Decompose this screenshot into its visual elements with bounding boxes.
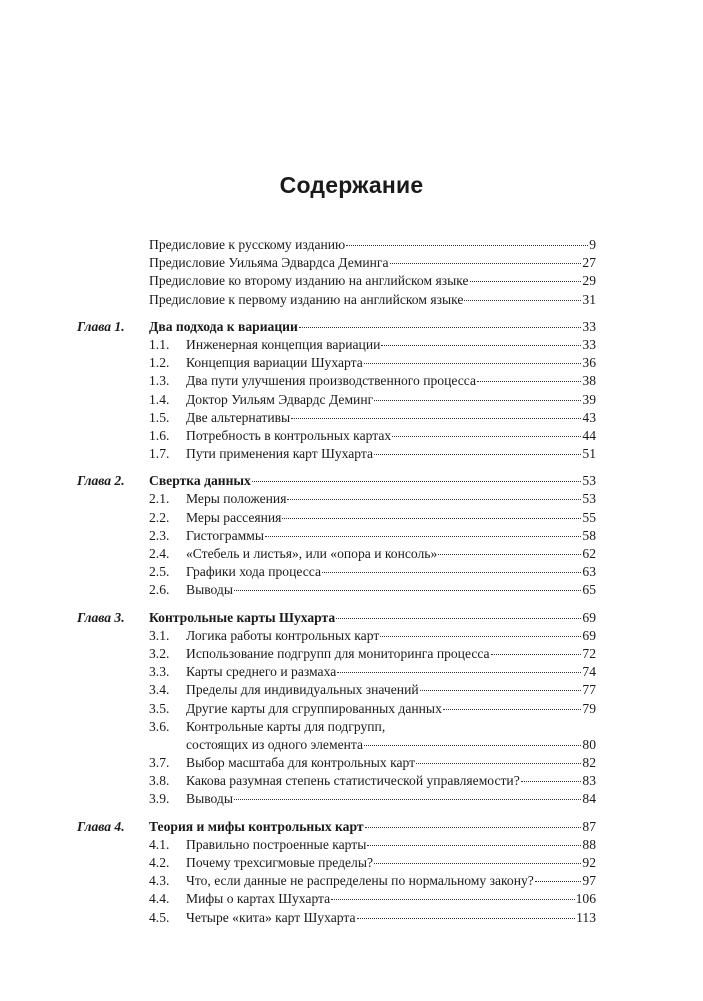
dot-leader <box>470 281 582 282</box>
entry-title: Графики хода процесса <box>186 564 322 580</box>
chapter-label: Глава 2. <box>77 473 125 489</box>
toc-intro-entry[interactable] <box>0 272 703 290</box>
dot-leader <box>364 363 582 364</box>
dot-leader <box>346 245 588 246</box>
entry-page: 62 <box>582 546 596 561</box>
section-number: 2.5. <box>149 564 170 580</box>
toc-section-entry[interactable] <box>0 354 703 372</box>
dot-leader <box>521 781 582 782</box>
toc-section-entry[interactable] <box>0 645 703 663</box>
dot-leader <box>390 263 582 264</box>
entry-page: 36 <box>582 355 596 371</box>
dot-leader <box>365 827 582 828</box>
entry-title: Пределы для индивидуальных значений <box>186 682 419 698</box>
toc-section-entry[interactable] <box>0 754 703 772</box>
entry-title: Доктор Уильям Эдвардс Деминг <box>186 391 374 407</box>
toc-section-entry[interactable] <box>0 336 703 354</box>
dot-leader <box>265 536 581 537</box>
dot-leader <box>374 863 581 864</box>
section-number: 1.6. <box>149 427 170 443</box>
section-number: 4.5. <box>149 909 170 925</box>
entry-page: 79 <box>582 700 596 716</box>
dot-leader <box>322 572 581 573</box>
section-number: 1.7. <box>149 446 170 462</box>
toc-section-entry[interactable] <box>0 545 703 563</box>
entry-page: 80 <box>582 736 596 752</box>
entry-title: Карты среднего и размаха <box>186 664 337 680</box>
toc-intro-entry[interactable] <box>0 254 703 272</box>
entry-title: Предисловие Уильяма Эдвардса Деминга <box>149 255 389 271</box>
toc-section-entry[interactable] <box>0 700 703 718</box>
section-number: 2.4. <box>149 546 170 561</box>
entry-page: 106 <box>575 891 596 907</box>
dot-leader <box>416 763 581 764</box>
entry-title: Инженерная концепция вариации <box>186 336 381 352</box>
toc-section-entry[interactable] <box>0 409 703 427</box>
entry-page: 27 <box>582 255 596 271</box>
entry-page: 77 <box>582 682 596 698</box>
toc-section-entry[interactable] <box>0 790 703 808</box>
toc-section-entry[interactable] <box>0 872 703 890</box>
entry-title: Две альтернативы <box>186 409 291 425</box>
entry-title: Почему трехсигмовые пределы? <box>186 855 374 870</box>
dot-leader <box>491 654 582 655</box>
entry-page: 69 <box>582 609 596 625</box>
toc-intro-entry[interactable] <box>0 236 703 254</box>
chapter-title: Два подхода к вариации <box>149 318 298 334</box>
entry-page: 58 <box>582 527 596 543</box>
section-number: 3.7. <box>149 755 170 771</box>
chapter-title: Теория и мифы контрольных карт <box>149 818 364 834</box>
section-number: 4.4. <box>149 891 170 907</box>
entry-title: Потребность в контрольных картах <box>186 427 392 443</box>
dot-leader <box>299 327 582 328</box>
dot-leader <box>364 745 581 746</box>
chapter-1 <box>0 318 703 464</box>
entry-title: Меры положения <box>186 491 287 507</box>
entry-page: 69 <box>582 627 596 643</box>
chapter-label: Глава 3. <box>77 609 125 625</box>
dot-leader <box>464 300 581 301</box>
entry-page: 84 <box>582 791 596 807</box>
entry-title: Меры рассеяния <box>186 509 282 525</box>
chapter-label: Глава 1. <box>77 318 125 334</box>
entry-title: Выводы <box>186 582 233 598</box>
section-number: 1.1. <box>149 336 170 352</box>
toc-chapter-heading[interactable] <box>0 609 703 627</box>
toc-section-entry[interactable] <box>0 509 703 527</box>
toc-section-entry[interactable] <box>0 854 703 872</box>
dot-leader <box>420 690 582 691</box>
entry-page: 97 <box>582 873 596 889</box>
entry-title: Использование подгрупп для мониторинга процесса <box>186 645 490 661</box>
page-title: Содержание <box>279 172 424 198</box>
chapter-2 <box>0 472 703 599</box>
chapter-label: Глава 4. <box>77 818 125 834</box>
section-number: 2.1. <box>149 491 170 507</box>
section-number: 3.3. <box>149 664 170 680</box>
entry-page: 65 <box>582 582 596 598</box>
entry-page: 29 <box>582 273 596 289</box>
section-number: 3.5. <box>149 700 170 716</box>
section-number: 3.8. <box>149 773 170 789</box>
entry-title: Предисловие к первому изданию на английском языке <box>149 291 464 307</box>
section-number: 2.3. <box>149 527 170 543</box>
dot-leader <box>367 845 581 846</box>
toc-section-entry[interactable] <box>0 490 703 508</box>
chapter-title: Контрольные карты Шухарта <box>149 609 336 625</box>
toc-section-entry[interactable] <box>0 563 703 581</box>
toc-intro-entry[interactable] <box>0 291 703 309</box>
entry-title: Предисловие к русскому изданию <box>149 237 346 252</box>
dot-leader <box>336 618 581 619</box>
toc-section-entry[interactable] <box>0 372 703 390</box>
toc-chapter-heading[interactable] <box>0 472 703 490</box>
entry-page: 44 <box>582 427 596 443</box>
entry-page: 51 <box>582 446 596 462</box>
entry-title: Другие карты для сгруппированных данных <box>186 700 442 716</box>
dot-leader <box>252 481 582 482</box>
entry-title: Какова разумная степень статистической управляемости? <box>186 773 520 789</box>
toc-section-entry[interactable] <box>0 909 703 927</box>
dot-leader <box>477 381 581 382</box>
toc-section-entry[interactable] <box>0 772 703 790</box>
chapter-3 <box>0 609 703 809</box>
section-number: 3.2. <box>149 645 170 661</box>
dot-leader <box>381 345 581 346</box>
entry-page: 82 <box>582 755 596 771</box>
entry-page: 55 <box>582 509 596 525</box>
section-number: 3.1. <box>149 627 170 643</box>
entry-title: Выбор масштаба для контрольных карт <box>186 755 416 771</box>
entry-page: 53 <box>582 491 596 507</box>
section-number: 1.4. <box>149 391 170 407</box>
dot-leader <box>535 881 582 882</box>
entry-page: 39 <box>582 391 596 407</box>
entry-page: 83 <box>582 773 596 789</box>
entry-page: 63 <box>582 564 596 580</box>
entry-title: «Стебель и листья», или «опора и консоль» <box>186 546 438 561</box>
entry-page: 43 <box>582 409 596 425</box>
dot-leader <box>331 899 574 900</box>
chapter-4 <box>0 818 703 927</box>
entry-page: 74 <box>582 664 596 680</box>
section-number: 4.1. <box>149 836 170 852</box>
entry-title: Два пути улучшения производственного процесса <box>186 373 477 389</box>
entry-title-continued: состоящих из одного элемента <box>186 736 364 752</box>
section-number: 4.3. <box>149 873 170 889</box>
section-number: 2.6. <box>149 582 170 598</box>
chapter-title: Свертка данных <box>149 473 251 489</box>
entry-title: Четыре «кита» карт Шухарта <box>186 909 356 925</box>
section-number: 3.9. <box>149 791 170 807</box>
entry-title: Концепция вариации Шухарта <box>186 355 363 371</box>
entry-page: 72 <box>582 645 596 661</box>
dot-leader <box>443 709 582 710</box>
entry-page: 88 <box>582 836 596 852</box>
dot-leader <box>282 518 581 519</box>
dot-leader <box>438 554 581 555</box>
entry-title: Выводы <box>186 791 233 807</box>
dot-leader <box>374 400 581 401</box>
toc-section-entry[interactable] <box>0 527 703 545</box>
entry-title: Предисловие ко второму изданию на английском языке <box>149 273 469 289</box>
entry-title: Что, если данные не распределены по нормальному закону? <box>186 873 534 889</box>
dot-leader <box>374 454 581 455</box>
entry-title: Мифы о картах Шухарта <box>186 891 331 907</box>
dot-leader <box>357 918 576 919</box>
entry-page: 33 <box>582 318 596 334</box>
toc-section-entry[interactable] <box>0 581 703 599</box>
toc-section-entry-continued[interactable] <box>0 736 703 754</box>
dot-leader <box>234 799 581 800</box>
entry-page: 31 <box>582 291 596 307</box>
toc-section-entry[interactable] <box>0 718 703 736</box>
entry-title: Гистограммы <box>186 527 264 543</box>
intro-section <box>0 236 703 309</box>
toc-section-entry[interactable] <box>0 836 703 854</box>
section-number: 2.2. <box>149 509 170 525</box>
toc-section-entry[interactable] <box>0 391 703 409</box>
toc-section-entry[interactable] <box>0 445 703 463</box>
table-of-contents <box>0 236 703 927</box>
entry-page: 9 <box>589 237 596 252</box>
entry-title: Логика работы контрольных карт <box>186 627 380 643</box>
section-number: 1.2. <box>149 355 170 371</box>
dot-leader <box>234 590 581 591</box>
entry-page: 113 <box>576 909 596 925</box>
toc-section-entry[interactable] <box>0 627 703 645</box>
entry-title: Контрольные карты для подгрупп, <box>186 718 386 734</box>
entry-page: 38 <box>582 373 596 389</box>
entry-title: Пути применения карт Шухарта <box>186 446 374 462</box>
toc-section-entry[interactable] <box>0 427 703 445</box>
section-number: 1.3. <box>149 373 170 389</box>
entry-page: 33 <box>582 336 596 352</box>
section-number: 3.6. <box>149 718 170 734</box>
dot-leader <box>392 436 581 437</box>
toc-chapter-heading[interactable] <box>0 818 703 836</box>
toc-chapter-heading[interactable] <box>0 318 703 336</box>
section-number: 1.5. <box>149 409 170 425</box>
dot-leader <box>337 672 581 673</box>
dot-leader <box>380 636 581 637</box>
toc-section-entry[interactable] <box>0 890 703 908</box>
toc-section-entry[interactable] <box>0 681 703 699</box>
section-number: 3.4. <box>149 682 170 698</box>
dot-leader <box>291 418 581 419</box>
toc-section-entry[interactable] <box>0 663 703 681</box>
entry-title: Правильно построенные карты <box>186 836 367 852</box>
entry-page: 53 <box>582 473 596 489</box>
dot-leader <box>287 499 581 500</box>
entry-page: 92 <box>582 855 596 870</box>
section-number: 4.2. <box>149 855 170 870</box>
entry-page: 87 <box>582 818 596 834</box>
